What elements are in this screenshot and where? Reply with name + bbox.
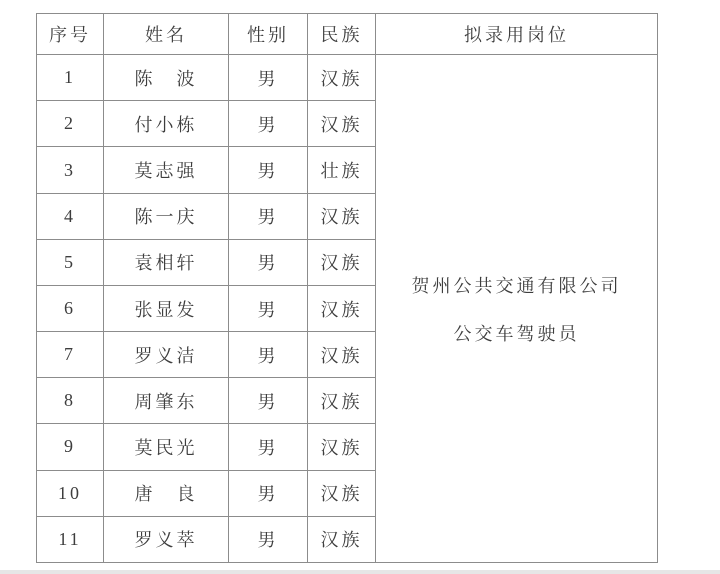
recruitment-roster-table: [36, 13, 658, 563]
cell-serial-number: 8: [37, 378, 104, 424]
cell-ethnicity: 汉族: [308, 378, 376, 424]
page-bottom-edge: [0, 570, 720, 574]
table-row: [37, 55, 658, 101]
cell-serial-number: 10: [37, 470, 104, 516]
cell-name: 莫志强: [104, 147, 229, 193]
cell-gender: 男: [229, 378, 308, 424]
cell-gender: 男: [229, 101, 308, 147]
cell-serial-number: 4: [37, 193, 104, 239]
cell-ethnicity: 汉族: [308, 193, 376, 239]
cell-serial-number: 6: [37, 285, 104, 331]
cell-name: 陈一庆: [104, 193, 229, 239]
cell-name: 周肇东: [104, 378, 229, 424]
cell-name: 张显发: [104, 285, 229, 331]
cell-proposed-position: [376, 55, 658, 563]
cell-gender: 男: [229, 285, 308, 331]
position-company-line: 贺州公共交通有限公司: [411, 275, 622, 296]
header-proposed-position: 拟录用岗位: [376, 14, 658, 55]
header-ethnicity: 民族: [308, 14, 376, 55]
cell-name: 罗义洁: [104, 332, 229, 378]
cell-name: 唐 良: [104, 470, 229, 516]
cell-name: 莫民光: [104, 424, 229, 470]
position-job-line: 公交车驾驶员: [453, 323, 580, 344]
cell-name: 罗义萃: [104, 516, 229, 562]
header-name: 姓名: [104, 14, 229, 55]
cell-gender: 男: [229, 193, 308, 239]
cell-ethnicity: 壮族: [308, 147, 376, 193]
cell-name: 袁相轩: [104, 239, 229, 285]
cell-ethnicity: 汉族: [308, 101, 376, 147]
cell-gender: 男: [229, 147, 308, 193]
cell-serial-number: 9: [37, 424, 104, 470]
cell-ethnicity: 汉族: [308, 55, 376, 101]
cell-ethnicity: 汉族: [308, 424, 376, 470]
cell-serial-number: 11: [37, 516, 104, 562]
cell-ethnicity: 汉族: [308, 470, 376, 516]
cell-name: 付小栋: [104, 101, 229, 147]
cell-serial-number: 2: [37, 101, 104, 147]
cell-ethnicity: 汉族: [308, 332, 376, 378]
table-header-row: [37, 14, 658, 55]
cell-gender: 男: [229, 424, 308, 470]
cell-serial-number: 1: [37, 55, 104, 101]
cell-gender: 男: [229, 470, 308, 516]
cell-serial-number: 7: [37, 332, 104, 378]
cell-ethnicity: 汉族: [308, 516, 376, 562]
cell-gender: 男: [229, 239, 308, 285]
cell-ethnicity: 汉族: [308, 285, 376, 331]
cell-ethnicity: 汉族: [308, 239, 376, 285]
cell-serial-number: 3: [37, 147, 104, 193]
cell-serial-number: 5: [37, 239, 104, 285]
cell-gender: 男: [229, 516, 308, 562]
cell-name: 陈 波: [104, 55, 229, 101]
header-gender: 性别: [229, 14, 308, 55]
cell-gender: 男: [229, 332, 308, 378]
header-serial-number: 序号: [37, 14, 104, 55]
cell-gender: 男: [229, 55, 308, 101]
